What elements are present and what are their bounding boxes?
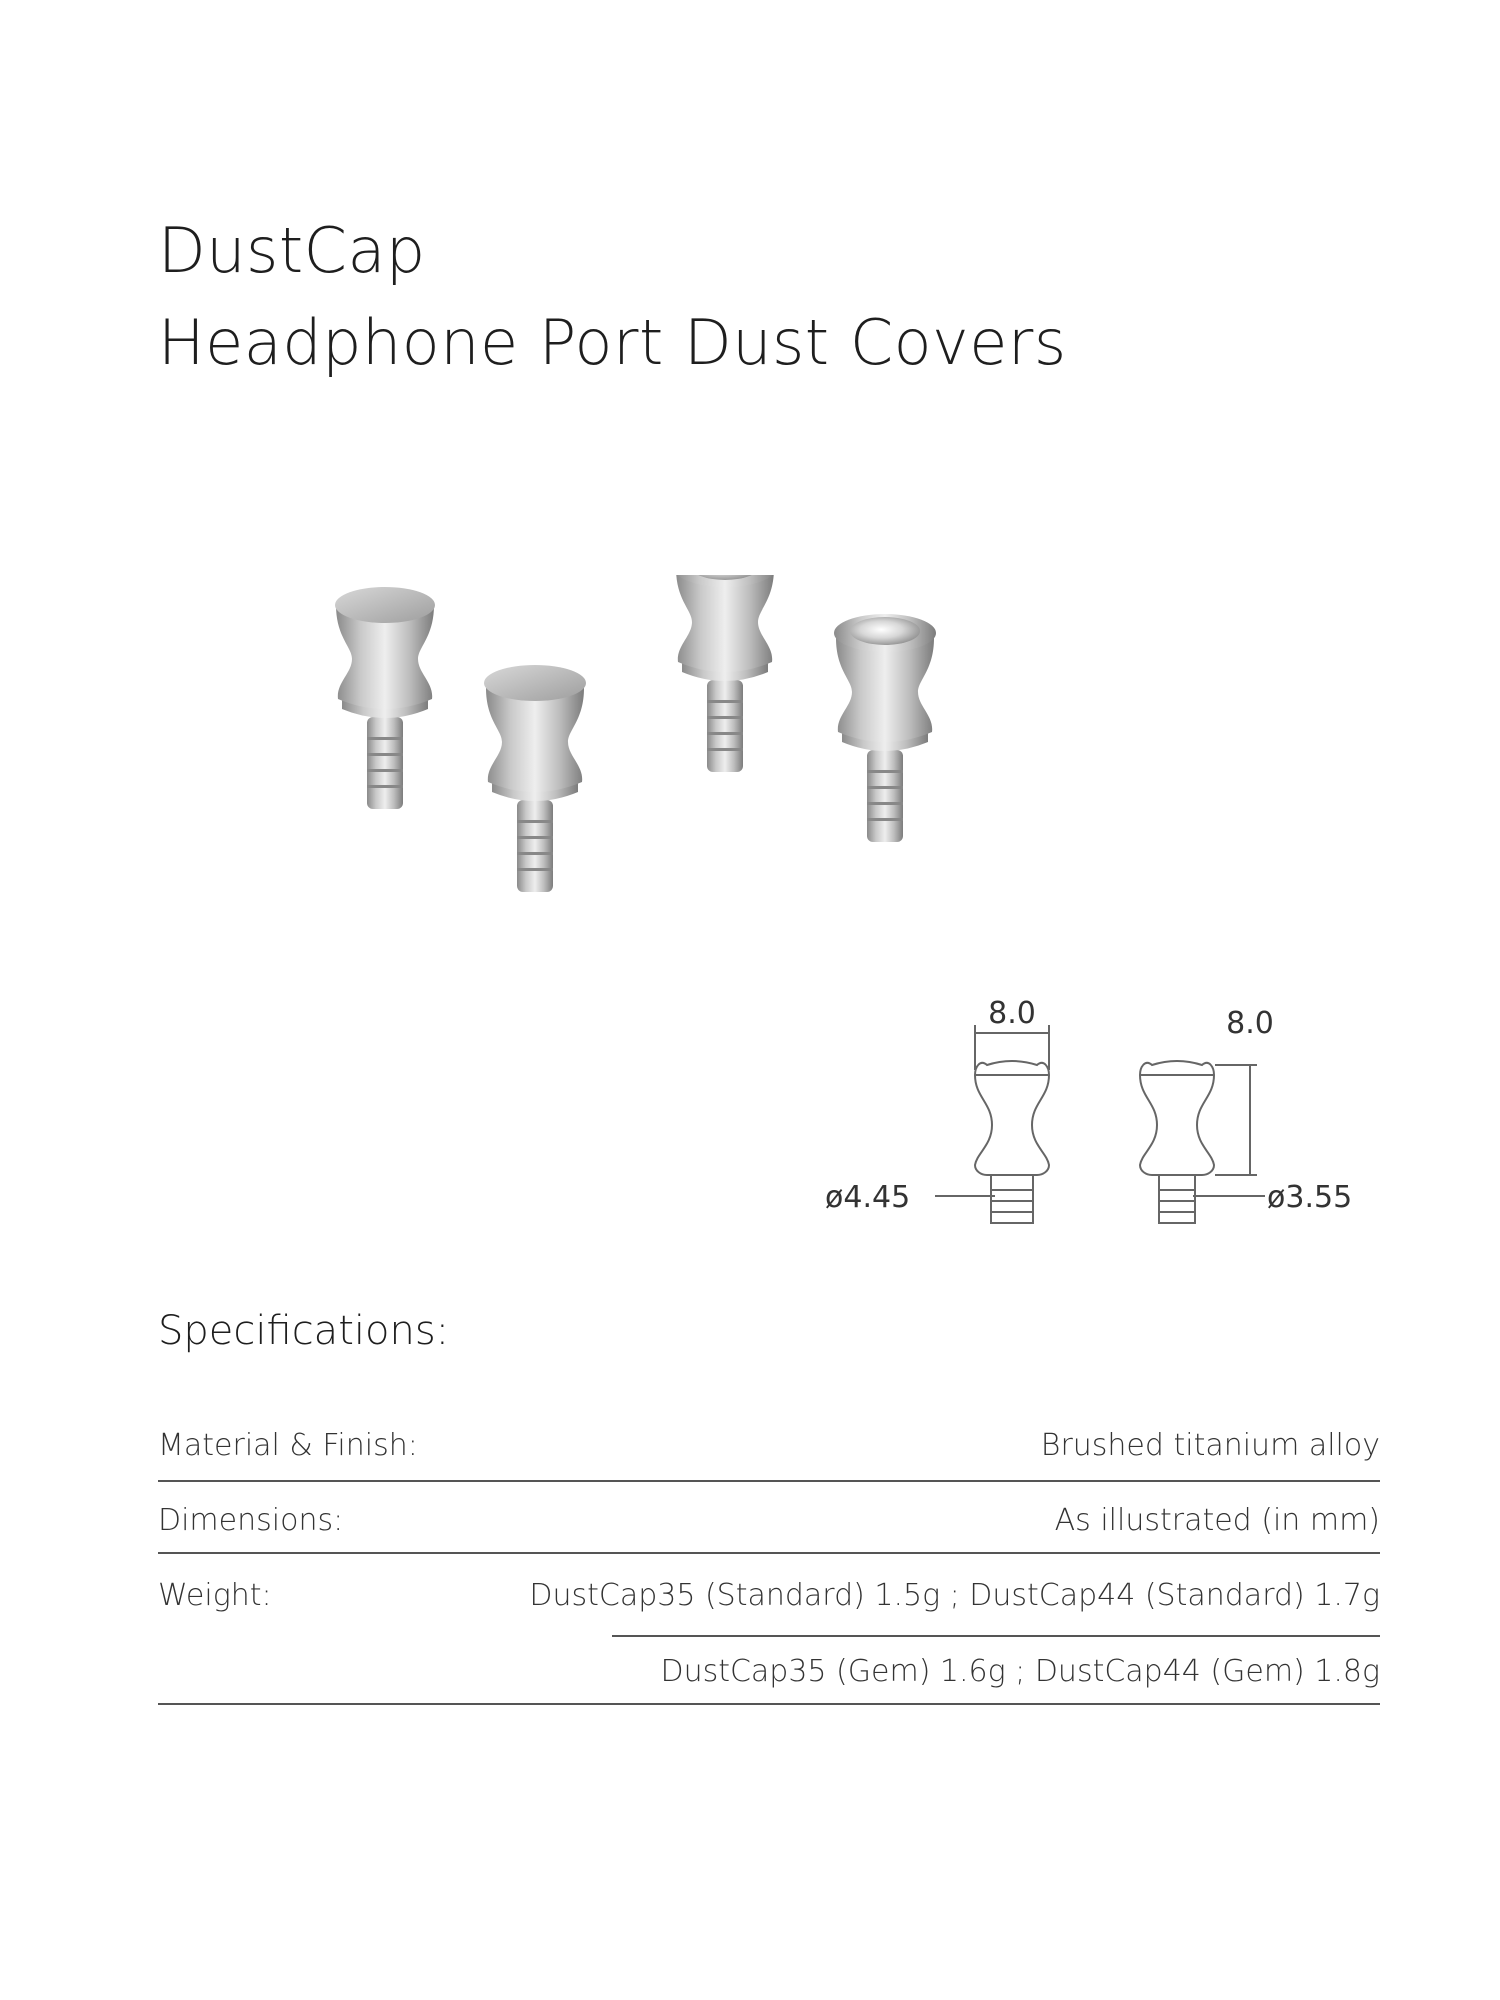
spec-row-material	[158, 1410, 1380, 1480]
right-diameter-label: ø3.55	[1267, 1180, 1353, 1215]
spec-value: DustCap35 (Standard) 1.5g ; DustCap44 (Standard) 1.7g	[529, 1577, 1380, 1613]
spec-label: Material & Finish:	[158, 1427, 418, 1463]
page-subtitle: Headphone Port Dust Covers	[158, 306, 1067, 379]
left-cap-stem	[991, 1175, 1033, 1223]
right-cap-outline	[1140, 1061, 1214, 1175]
cap-gem-1	[674, 575, 776, 772]
divider	[158, 1480, 1380, 1482]
spec-label: Dimensions:	[158, 1502, 344, 1538]
spec-row-dimensions	[158, 1485, 1380, 1555]
cap-standard-2	[484, 665, 586, 892]
left-width-label: 8.0	[988, 996, 1036, 1031]
left-cap-outline	[975, 1061, 1049, 1175]
specifications-heading: Specifications:	[158, 1308, 450, 1354]
cap-standard-1	[335, 587, 435, 809]
spec-label: Weight:	[158, 1577, 272, 1613]
spec-value: Brushed titanium alloy	[1040, 1427, 1380, 1463]
spec-value: DustCap35 (Gem) 1.6g ; DustCap44 (Gem) 1.8g	[660, 1653, 1380, 1689]
spec-row-weight	[158, 1560, 1380, 1630]
dimension-drawing	[825, 985, 1385, 1230]
spec-value: As illustrated (in mm)	[1054, 1502, 1380, 1538]
right-height-label: 8.0	[1226, 1006, 1274, 1041]
spec-row-weight-gem	[158, 1636, 1380, 1706]
left-diameter-label: ø4.45	[825, 1180, 911, 1215]
divider	[158, 1552, 1380, 1554]
page-title-block	[158, 205, 1067, 389]
product-photo	[330, 575, 1010, 915]
right-cap-stem	[1159, 1175, 1195, 1223]
page-title: DustCap	[158, 214, 426, 287]
divider	[158, 1703, 1380, 1705]
cap-gem-2	[834, 614, 936, 842]
